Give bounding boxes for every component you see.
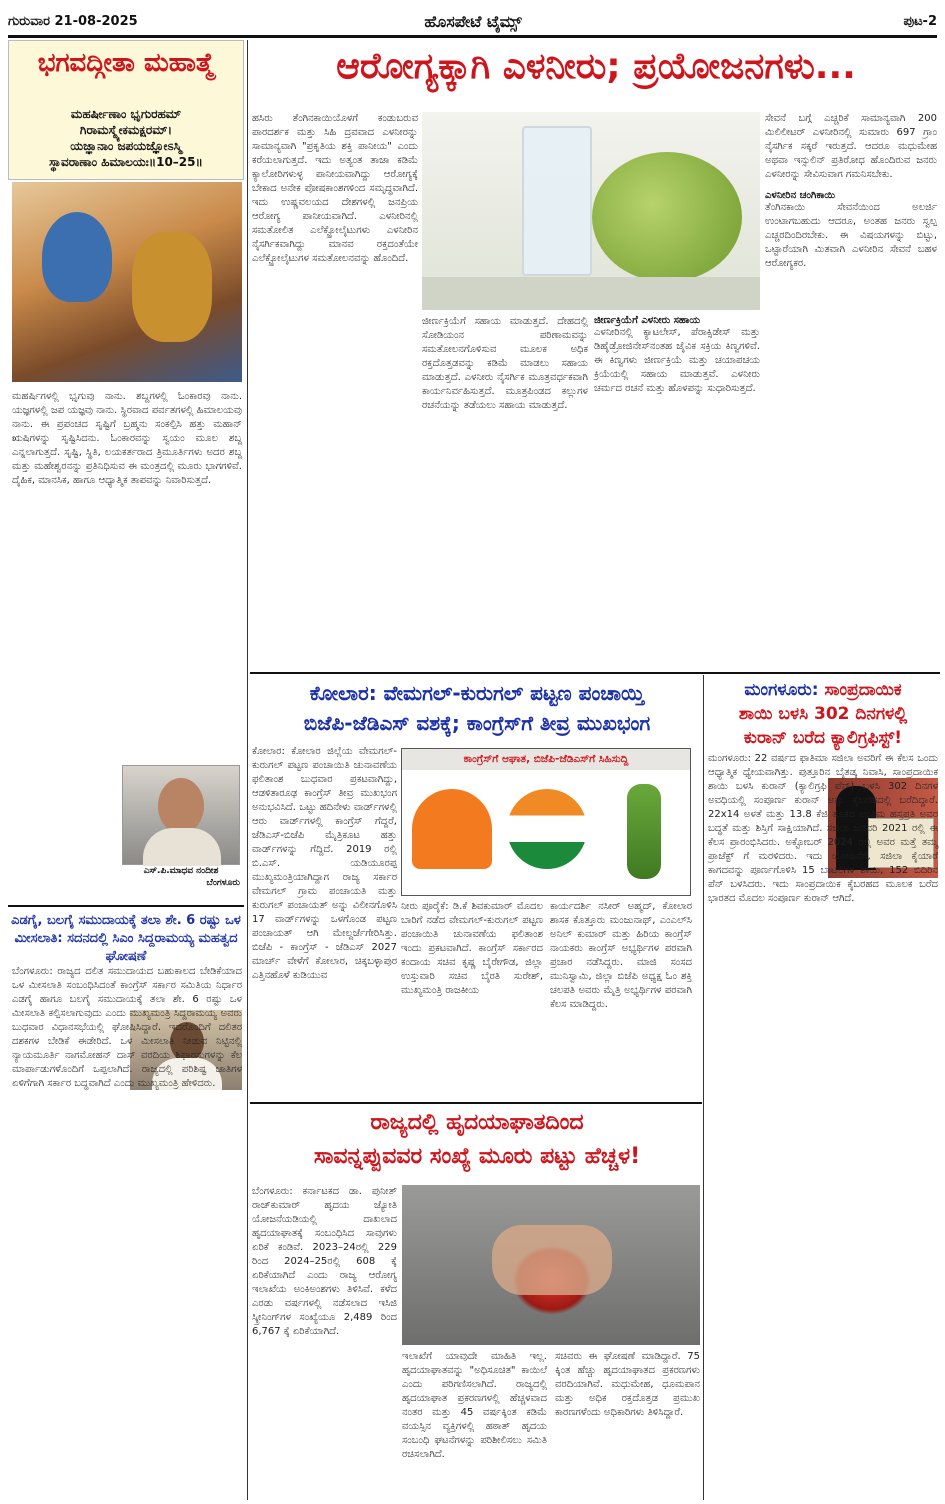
kolar-col3: ಕಾರ್ಯದರ್ಶಿ ನಸೀರ್ ಅಹ್ಮದ್, ಕೋಲಾರ ಶಾಸಕ ಕೊತ್ತೂರು ಮಂಜುನಾಥ್, ಎಂಎಲ್‌ಸಿ ಅನಿಲ್ ಕುಮಾರ್ ಮತ್ತು ಹಿರಿಯ ಕಾಂಗ್ರೆಸ್ ನಾಯಕರು ಕಾಂಗ್ರೆಸ್ ಅಭ್ಯರ್ಥಿಗಳ ಪರವಾಗಿ ಪ್ರಚಾರ ನಡೆಸಿದ್ದರು. ಮಾಜಿ ಸಂಸದ ಮುನಿಸ್ವಾಮಿ, ಜಿಲ್ಲಾ ಬಿಜೆಪಿ ಅಧ್ಯಕ್ಷ ಓಂ ಶಕ್ತಿ ಚಲಪತಿ ಅವರು ಮೈತ್ರಿ ಅಭ್ಯರ್ಥಿಗಳ ಪರವಾಗಿ ಕೆಲಸ ಮಾಡಿದ್ದರು. bbox=[550, 901, 692, 1010]
reservation-body: ಬೆಂಗಳೂರು: ರಾಜ್ಯದ ದಲಿತ ಸಮುದಾಯದ ಬಹುಕಾಲದ ಬೇಡಿಕೆಯಾದ ಒಳ ಮೀಸಲಾತಿ ಸಂಬಂಧಿಸಿದಂತೆ ಕಾಂಗ್ರೆಸ್ ಸರ್ಕಾರ ಸಮಿತಿಯ ನಿರ್ಧಾರ ಎಡಗೈ ಹಾಗೂ ಬಲಗೈ ಸಮುದಾಯಕ್ಕೆ ತಲಾ ಶೇ. 6 ರಷ್ಟು ಒಳ ಮೀಸಲಾತಿ ಕಲ್ಪಿಸಲಾಗುವುದು ಎಂದು ಮುಖ್ಯಮಂತ್ರಿ ಸಿದ್ದರಾಮಯ್ಯ ಅವರು ಬುಧವಾರ ವಿಧಾನಸಭೆಯಲ್ಲಿ ಘೋಷಿಸಿದ್ದಾರೆ. ಇದರೊಂದಿಗೆ ದಲಿತರ ದಶಕಗಳ ಬೇಡಿಕೆ ಈಡೇರಿದೆ. ಒಳ ಮೀಸಲಾತಿ ನೀಡುವ ನಿಟ್ಟಿನಲ್ಲಿ ನ್ಯಾಯಮೂರ್ತಿ ನಾಗಮೋಹನ್ ದಾಸ್ ವರದಿಯ ಶಿಫಾರಸುಗಳನ್ನು ಕೆಲ ಮಾರ್ಪಾಡುಗಳೊಂದಿಗೆ ಒಪ್ಪಲಾಗಿದೆ. ರಾಜ್ಯದಲ್ಲಿ ಪರಿಶಿಷ್ಟ ಜಾತಿಗಳ ಏಳಿಗೆಗಾಗಿ ಸರ್ಕಾರ ಬದ್ಧವಾಗಿದೆ ಎಂದು ಮುಖ್ಯಮಂತ್ರಿ ಹೇಳಿದರು. bbox=[12, 966, 242, 1089]
reservation-headline-line: ಸಿದ್ದರಾಮಯ್ಯ ಮಹತ್ವದ ಘೋಷಣೆ bbox=[105, 931, 238, 964]
author-name: ಎಸ್.ಪಿ.ಮಾಧವ ನಂದೀಶ bbox=[143, 866, 219, 876]
coconut-water-image bbox=[422, 112, 760, 310]
shloka-line: ಗಿರಾಮಸ್ಮ್ಯೇಕಮಕ್ಷರಮ್। bbox=[79, 123, 173, 137]
mangaluru-body: ಮಂಗಳೂರು: 22 ವರ್ಷದ ಫಾತಿಮಾ ಸಜಿಲಾ ಅವರಿಗೆ ಈ ಕೆಲಸ ಒಂದು ಆಧ್ಯಾತ್ಮಿಕ ಧ್ಯೇಯವಾಗಿತ್ತು. ಪುತ್ತೂರಿನ ಬೈತಡ್ಕ ನಿವಾಸಿ, ಸಾಂಪ್ರದಾಯಿಕ ಶಾಯಿ ಬಳಸಿ ಕುರಾನ್ (ಕ್ಯಾಲಿಗ್ರಫಿ ಪೆನ್) ಬಳಸಿ 302 ದಿನಗಳ ಅವಧಿಯಲ್ಲಿ ಸಂಪೂರ್ಣ ಕುರಾನ್ ಅನ್ನು ಕೈಬರಹದಲ್ಲಿ ಬರೆದಿದ್ದಾರೆ. 22x14 ಅಳತೆ ಮತ್ತು 13.8 ಕೆಜಿ ತೂಕದ ಅಂತಿಮ ಹಸ್ತಪ್ರತಿ ಅವರ ಬದ್ಧತೆ ಮತ್ತು ಶಿಸ್ತಿಗೆ ಸಾಕ್ಷಿಯಾಗಿದೆ. ಸಜಿಲಾ ಜನವರಿ 2021 ರಲ್ಲಿ ಈ ಕೆಲಸ ಪ್ರಾರಂಭಿಸಿದರು. ಅಕ್ಟೋಬರ್ 2024 ರಲ್ಲಿ ಅವರ ಮತ್ತೆ ತಮ್ಮ ಪ್ರಾಜೆಕ್ಟ್ ಗೆ ಮರಳಿದರು. ಇದು ಯೋಜನೆಗೆ, ಸಜಿಲಾ ಕೈಯಾರೆ ಕಾಗದವನ್ನು ಪೂರ್ಣಗೊಳಿಸಿ 15 ಬಾಟಲಿಗಳ ಶಾಯಿ, 152 ಬಿದಿರಿನ ಪೆನ್ ಬಳಸಿದರು. ಇದು ಸಾಂಪ್ರದಾಯಿಕ ಕೈಬರಹದ ಮೂಲಕ ಬರೆದ ಭಾರತದ ಮೊದಲ ಸಂಪೂರ್ಣ ಕುರಾನ್ ಆಗಿದೆ. bbox=[708, 753, 938, 904]
headline-text: ಕುರಾನ್ ಬರೆದ ಕ್ಯಾಲಿಗ್ರಫಿಸ್ಟ್! bbox=[743, 728, 903, 748]
masthead bbox=[8, 12, 937, 34]
divider bbox=[8, 905, 244, 907]
shloka-line: ಯಜ್ಞಾನಾಂ ಜಪಯಜ್ಞೋಽಸ್ಮಿ bbox=[70, 139, 182, 153]
subheading: ಜೀರ್ಣಕ್ರಿಯೆಗೆ ಎಳನೀರು ಸಹಾಯ bbox=[594, 315, 701, 326]
column-divider bbox=[703, 675, 704, 1500]
heart-col1: ಬೆಂಗಳೂರು: ಕರ್ನಾಟಕದ ಡಾ. ಪುನೀತ್ ರಾಜ್‌ಕುಮಾರ್ ಹೃದಯ ಜ್ಯೋತಿ ಯೋಜನೆಯಡಿಯಲ್ಲಿ ದಾಖಲಾದ ಹೃದಯಾಘಾತಕ್ಕೆ ಸಂಬಂಧಿಸಿದ ಸಾವುಗಳು ಏರಿಕೆ ಕಂಡಿವೆ. 2023–24ರಲ್ಲಿ 229 ರಿಂದ 2024–25ರಲ್ಲಿ 608 ಕ್ಕೆ ಏರಿಕೆಯಾಗಿದೆ ಎಂದು ರಾಜ್ಯ ಆರೋಗ್ಯ ಇಲಾಖೆಯ ಅಂಕಿಅಂಶಗಳು ತಿಳಿಸಿವೆ. ಕಳೆದ ಎರಡು ವರ್ಷಗಳಲ್ಲಿ ನಡೆಸಲಾದ ಇಸಿಜಿ ಸ್ಕ್ರೀನಿಂಗ್‌ಗಳ ಸಂಖ್ಯೆಯೂ 2,489 ರಿಂದ 6,767 ಕ್ಕೆ ಏರಿಕೆಯಾಗಿದೆ. bbox=[252, 1186, 397, 1337]
heart-headline-line: ಸಾವನ್ನಪ್ಪುವವರ ಸಂಖ್ಯೆ ಮೂರು ಪಟ್ಟು ಹೆಚ್ಚಳ! bbox=[313, 1144, 641, 1169]
coconut-col3 bbox=[594, 315, 760, 396]
heart-col3: ಸಚಿವರು ಈ ಘೋಷಣೆ ಮಾಡಿದ್ದಾರೆ. 75 ಕ್ಕಿಂತ ಹೆಚ್ಚು ಹೃದಯಾಘಾತದ ಪ್ರಕರಣಗಳು ವರದಿಯಾಗಿವೆ. ಮಧುಮೇಹ, ಧೂಮಪಾನ ಮತ್ತು ಅಧಿಕ ರಕ್ತದೊತ್ತಡ ಪ್ರಮುಖ ಕಾರಣಗಳೆಂದು ಅಧಿಕಾರಿಗಳು ತಿಳಿಸಿದ್ದಾರೆ. bbox=[555, 1351, 700, 1418]
kolar-headline-line: ಕೋಲಾರ: ವೇಮಗಲ್-ಕುರುಗಲ್ ಪಟ್ಟಣ ಪಂಚಾಯ್ತಿ bbox=[309, 681, 645, 705]
heart-headline-line: ರಾಜ್ಯದಲ್ಲಿ ಹೃದಯಾಘಾತದಿಂದ bbox=[370, 1110, 584, 1135]
heart-col2: ಇಲಾಖೆಗೆ ಯಾವುದೇ ಮಾಹಿತಿ ಇಲ್ಲ. ಹೃದಯಾಘಾತವನ್ನು "ಅಧಿಸೂಚಿತ" ಕಾಯಿಲೆ ಎಂದು ಪರಿಗಣಿಸಲಾಗಿದೆ. ರಾಜ್ಯದಲ್ಲಿ ಹೃದಯಾಘಾತ ಪ್ರಕರಣಗಳಲ್ಲಿ ಹೆಚ್ಚಳವಾದ ನಂತರ ಮತ್ತು 45 ವರ್ಷಕ್ಕಿಂತ ಕಡಿಮೆ ವಯಸ್ಸಿನ ವ್ಯಕ್ತಿಗಳಲ್ಲಿ ಹಠಾತ್ ಹೃದಯ ಸಂಬಂಧಿ ಘಟನೆಗಳನ್ನು ಪರಿಶೀಲಿಸಲು ಸಮಿತಿ ರಚಿಸಲಾಗಿದೆ. bbox=[402, 1351, 547, 1460]
jds-woman-icon bbox=[627, 784, 661, 879]
reservation-headline bbox=[10, 912, 242, 966]
page-number: ಪುಟ-2 bbox=[903, 14, 937, 29]
krishna-arjuna-image bbox=[12, 182, 242, 382]
gita-body: ಮಹರ್ಷಿಗಳಲ್ಲಿ ಭೃಗುವು ನಾನು. ಶಬ್ದಗಳಲ್ಲಿ ಓಂಕಾರವು ನಾನು. ಯಜ್ಞಗಳಲ್ಲಿ ಜಪ ಯಜ್ಞವು ನಾನು. ಸ್ಥಿರವಾದ ಪರ್ವತಗಳಲ್ಲಿ ಹಿಮಾಲಯವು ನಾನು. ಈ ಪ್ರಪಂಚದ ಸೃಷ್ಟಿಗೆ ಬ್ರಹ್ಮನು ಸಂಕಲ್ಪಿಸಿ ಹತ್ತು ಮಹಾನ್ ಋಷಿಗಳನ್ನು ಸೃಷ್ಟಿಸಿದನು. ಓಂಕಾರವನ್ನು ಸ್ವಯಂ ಮೂಲ ಶಬ್ದ ಎನ್ನಲಾಗುತ್ತದೆ. ಸೃಷ್ಟಿ, ಸ್ಥಿತಿ, ಲಯಕರ್ತರಾದ ತ್ರಿಮೂರ್ತಿಗಳು ಅದರ ಶಬ್ದ ಮತ್ತು ಮಹೇಶ್ವರನನ್ನು ಪ್ರತಿನಿಧಿಸುವ ಈ ಮಂತ್ರದಲ್ಲಿ ಮೂರು ಭಾಗಗಳಿವೆ. ದೈಹಿಕ, ಮಾನಸಿಕ, ಹಾಗೂ ಆಧ್ಯಾತ್ಮಿಕ ತಾಪವನ್ನು ನಿವಾರಿಸುತ್ತದೆ. bbox=[12, 391, 242, 486]
kolar-headline-line: ಬಿಜೆಪಿ-ಜೆಡಿಎಸ್ ವಶಕ್ಕೆ; ಕಾಂಗ್ರೆಸ್‌ಗೆ ತೀವ್ರ ಮುಖಭಂಗ bbox=[303, 711, 651, 735]
subheading: ಎಳನೀರಿನ ಚಂಗಿಕಾಯಿ bbox=[765, 190, 836, 201]
shloka-line: ಸ್ಥಾವರಾಣಾಂ ಹಿಮಾಲಯಃ॥10–25॥ bbox=[49, 155, 203, 169]
headline-text: ಸಾಂಪ್ರದಾಯಿಕ bbox=[824, 680, 902, 700]
kolar-image-banner: ಕಾಂಗ್ರೆಸ್‌ಗೆ ಆಘಾತ, ಬಿಜೆಪಿ-ಜೆಡಿಎಸ್‌ಗೆ ಸಿಹಿಸುದ್ದಿ bbox=[402, 749, 690, 770]
author-place: ಬೆಂಗಳೂರು bbox=[206, 878, 240, 888]
shloka-line: ಮಹರ್ಷೀಣಾಂ ಭೃಗುರಹಮ್ bbox=[70, 107, 182, 121]
paragraph: ಎಳನೀರಿನಲ್ಲಿ ಕ್ಯಾಟಲೇಸ್, ಪೆರಾಕ್ಸಿಡೇಸ್ ಮತ್ತು ಡಿಹೈಡ್ರೋಜಿನೇಸ್‌ನಂತಹ ಜೈವಿಕ ಸಕ್ರಿಯ ಕಿಣ್ವಗಳಿವೆ. ಈ ಕಿಣ್ವಗಳು ಜೀರ್ಣಕ್ರಿಯೆ ಮತ್ತು ಚಯಾಪಚಯ ಕ್ರಿಯೆಯಲ್ಲಿ ಸಹಾಯ ಮಾಡುತ್ತವೆ. ಎಳನೀರು ಚರ್ಮದ ರಚನೆ ಮತ್ತು ಹೊಳಪನ್ನು ಸುಧಾರಿಸುತ್ತದೆ. bbox=[594, 327, 760, 394]
heart-attack-image bbox=[402, 1185, 700, 1345]
gita-shloka bbox=[10, 106, 242, 170]
bjp-lotus-icon bbox=[412, 789, 492, 869]
divider bbox=[250, 672, 940, 674]
paragraph: ತೆಂಗಿನಕಾಯಿ ಸೇವನೆಯಿಂದ ಅಲರ್ಜಿ ಉಂಟಾಗಬಹುದು ಆದರೂ, ಅಂತಹ ಜನರು ಸ್ವಲ್ಪ ಎಚ್ಚರದಿಂದಿರಬೇಕು. ಈ ವಿಷಯಗಳನ್ನು ಬಿಟ್ಟು, ಒಟ್ಟಾರೆಯಾಗಿ ಮಿತವಾಗಿ ಎಳನೀರಿನ ಸೇವನೆ ಬಹಳ ಆರೋಗ್ಯಕರ. bbox=[765, 202, 937, 269]
issue-date: ಗುರುವಾರ 21-08-2025 bbox=[8, 14, 138, 29]
author-photo bbox=[122, 765, 240, 865]
reservation-headline-line: ಎಡಗೈ, ಬಲಗೈ ಸಮುದಾಯಕ್ಕೆ ತಲಾ ಶೇ. 6 ರಷ್ಟು ಒಳ ಮೀಸಲಾತಿ: ಸದನದಲ್ಲಿ ಸಿಎಂ bbox=[11, 913, 241, 946]
gita-title: ಭಗವದ್ಗೀತಾ ಮಹಾತ್ಮೆ bbox=[37, 48, 215, 78]
column-divider bbox=[247, 40, 248, 1500]
heart-headline bbox=[252, 1106, 702, 1174]
kolar-col2: ನೀರು ಪೂರೈಕೆ: ಡಿ.ಕೆ ಶಿವಕುಮಾರ್ ಮೊದಲ ಬಾರಿಗೆ ನಡೆದ ವೇಮಗಲ್-ಕುರುಗಲ್ ಪಟ್ಟಣ ಪಂಚಾಯಿತಿ ಚುನಾವಣೆಯ ಫಲಿತಾಂಶ ಇಂದು ಪ್ರಕಟವಾಗಿದೆ. ಕಾಂಗ್ರೆಸ್ ಸರ್ಕಾರದ ಕಂದಾಯ ಸಚಿವ ಕೃಷ್ಣ ಬೈರೇಗೌಡ, ಜಿಲ್ಲಾ ಉಸ್ತುವಾರಿ ಸಚಿವ ಬೈರತಿ ಸುರೇಶ್, ಮುಖ್ಯಮಂತ್ರಿ ರಾಜಕೀಯ bbox=[401, 901, 543, 996]
divider bbox=[250, 1102, 702, 1104]
coconut-headline: ಆರೋಗ್ಯಕ್ಕಾಗಿ ಎಳನೀರು; ಪ್ರಯೋಜನಗಳು... bbox=[336, 46, 856, 87]
kolar-image bbox=[401, 748, 691, 896]
mangaluru-headline bbox=[707, 678, 939, 750]
headline-text: ಶಾಯಿ ಬಳಸಿ 302 ದಿನಗಳಲ್ಲಿ bbox=[738, 704, 908, 724]
kolar-col1: ಕೋಲಾರ: ಕೋಲಾರ ಜಿಲ್ಲೆಯ ವೇಮಗಲ್-ಕುರುಗಲ್ ಪಟ್ಟಣ ಪಂಚಾಯಿತಿ ಚುನಾವಣೆಯ ಫಲಿತಾಂಶ ಬುಧವಾರ ಪ್ರಕಟವಾಗಿದ್ದು, ಆಡಳಿತಾರೂಢ ಕಾಂಗ್ರೆಸ್ ತೀವ್ರ ಮುಖಭಂಗ ಅನುಭವಿಸಿದೆ. ಒಟ್ಟು ಹದಿನೇಳು ವಾರ್ಡ್‌ಗಳಲ್ಲಿ ಆರು ವಾರ್ಡ್‌ಗಳಲ್ಲಿ ಕಾಂಗ್ರೆಸ್ ಗೆದ್ದರೆ, ಜೆಡಿಎಸ್-ಬಿಜೆಪಿ ಮೈತ್ರಿಕೂಟ ಹತ್ತು ವಾರ್ಡ್‌ಗಳನ್ನು ಗೆದ್ದಿದೆ. 2019 ರಲ್ಲಿ ಬಿ.ಎಸ್. ಯಡಿಯೂರಪ್ಪ ಮುಖ್ಯಮಂತ್ರಿಯಾಗಿದ್ದಾಗ ರಾಜ್ಯ ಸರ್ಕಾರ ವೇಮಗಲ್ ಗ್ರಾಮ ಪಂಚಾಯತಿ ಮತ್ತು ಕುರುಗಲ್ ಪಂಚಾಯತ್ ಅನ್ನು ವಿಲೀನಗೊಳಿಸಿ 17 ವಾರ್ಡ್‌ಗಳನ್ನು ಒಳಗೊಂಡ ಪಟ್ಟಣ ಪಂಚಾಯತ್ ಆಗಿ ಮೇಲ್ದರ್ಜೆಗೇರಿಸಿತ್ತು. ಬಿಜೆಪಿ - ಕಾಂಗ್ರೆಸ್ - ಜೆಡಿಎಸ್ 2027 ಮಾರ್ಚ್ ವೇಳೆಗೆ ಕೋಲಾರ, ಚಿಕ್ಕಬಳ್ಳಾಪುರ ಎತ್ತಿನಹೊಳೆ ಕುಡಿಯುವ bbox=[252, 746, 397, 981]
coconut-col1: ಹಸಿರು ತೆಂಗಿನಕಾಯಿಯೊಳಗೆ ಕಂಡುಬರುವ ಪಾರದರ್ಶಕ ಮತ್ತು ಸಿಹಿ ದ್ರವವಾದ ಎಳನೀರನ್ನು ಸಾಮಾನ್ಯವಾಗಿ "ಪ್ರಕೃತಿಯ ಶಕ್ತಿ ಪಾನೀಯ" ಎಂದು ಕರೆಯಲಾಗುತ್ತದೆ. ಇದು ಅತ್ಯಂತ ತಾಜಾ ಕಡಿಮೆ ಕ್ಯಾಲೋರಿಗಳುಳ್ಳ ಪಾನೀಯವಾಗಿದ್ದು ಆರೋಗ್ಯಕ್ಕೆ ಬೇಕಾದ ಅನೇಕ ಪೋಷಕಾಂಶಗಳಿಂದ ಸಮೃದ್ಧವಾಗಿದೆ. ಇದು ಉಷ್ಣವಲಯದ ದೇಶಗಳಲ್ಲಿ ಜನಪ್ರಿಯ ಆರೋಗ್ಯ ಪಾನೀಯವಾಗಿದೆ. ಎಳನೀರಿನಲ್ಲಿ ಸಮತೋಲಿತ ಎಲೆಕ್ಟ್ರೋಲೈಟುಗಳು ಎಳನೀರಿನ ನೈಸರ್ಗಿಕವಾಗಿದ್ದು ಮಾನವ ರಕ್ತದಂತೆಯೇ ಎಲೆಕ್ಟ್ರೋಲೈಟುಗಳ ಸಮತೋಲನವನ್ನು ಹೊಂದಿದೆ. bbox=[252, 113, 418, 264]
congress-hand-icon bbox=[507, 789, 587, 869]
coconut-col4 bbox=[765, 112, 937, 271]
coconut-col2: ಜೀರ್ಣಕ್ರಿಯೆಗೆ ಸಹಾಯ ಮಾಡುತ್ತದೆ. ದೇಹದಲ್ಲಿ ಸೋಡಿಯಂನ ಪರಿಣಾಮವನ್ನು ಸಮತೋಲನಗೊಳಿಸುವ ಮೂಲಕ ಅಧಿಕ ರಕ್ತದೊತ್ತಡವನ್ನು ಕಡಿಮೆ ಮಾಡಲು ಸಹಾಯ ಮಾಡುತ್ತದೆ. ಎಳನೀರು ನೈಸರ್ಗಿಕ ಮೂತ್ರವರ್ಧಕವಾಗಿ ಕಾರ್ಯನಿರ್ವಹಿಸುತ್ತದೆ. ಮೂತ್ರಪಿಂಡದ ಕಲ್ಲುಗಳ ರಚನೆಯನ್ನು ತಡೆಯಲು ಸಹಾಯ ಮಾಡುತ್ತದೆ. bbox=[422, 316, 588, 411]
paragraph: ಸೇವನೆ ಬಗ್ಗೆ ಎಚ್ಚರಿಕೆ ಸಾಮಾನ್ಯವಾಗಿ 200 ಮಿಲಿಲೀಟರ್ ಎಳನೀರಿನಲ್ಲಿ ಸುಮಾರು 697 ಗ್ರಾಂ ನೈಸರ್ಗಿಕ ಸಕ್ಕರೆ ಇರುತ್ತದೆ. ಆದರೂ ಮಧುಮೇಹ ಅಥವಾ ಇನ್ಸುಲಿನ್ ಪ್ರತಿರೋಧ ಹೊಂದಿರುವ ಜನರು ಎಳನೀರನ್ನು ಸೇವಿಸುವಾಗ ಗಮನಿಸಬೇಕು. bbox=[765, 113, 937, 180]
masthead-rule bbox=[8, 35, 937, 38]
kolar-headline bbox=[252, 678, 702, 738]
paper-name: ಹೊಸಪೇಟೆ ಟೈಮ್ಸ್ bbox=[424, 12, 522, 31]
headline-place: ಮಂಗಳೂರು: bbox=[744, 680, 819, 700]
